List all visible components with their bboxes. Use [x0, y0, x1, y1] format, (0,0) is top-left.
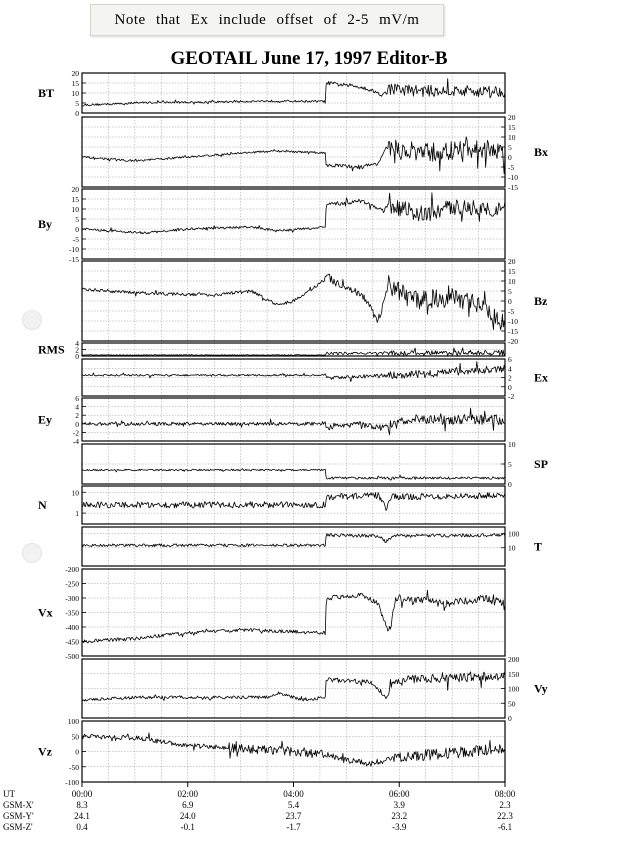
tick-label-vz: 100 — [67, 717, 79, 726]
tick-label-ey: -4 — [72, 437, 79, 446]
ephemeris-value: 6.9 — [182, 800, 194, 810]
panel-label-ey: Ey — [38, 412, 53, 427]
tick-label-vy: 100 — [508, 684, 520, 694]
panel-label-rms: RMS — [38, 342, 65, 357]
tick-label-vx: -250 — [65, 579, 79, 589]
tick-label-bz: -15 — [508, 327, 518, 336]
panel-label-bz: Bz — [534, 294, 548, 308]
tick-label-by: 10 — [71, 205, 79, 214]
tick-label-bt: 15 — [71, 79, 79, 88]
tick-label-n: 1 — [75, 509, 79, 519]
ephemeris-value: 24.1 — [74, 811, 90, 821]
ephemeris-row-label: UT — [3, 789, 15, 799]
panel-label-sp: SP — [534, 457, 549, 471]
ephemeris-value: 8.3 — [76, 800, 88, 810]
ephemeris-value: 24.0 — [179, 811, 196, 821]
tick-label-vy: 150 — [508, 669, 520, 679]
tick-label-bx: 15 — [508, 123, 516, 132]
tick-label-ey: 2 — [75, 411, 79, 421]
tick-label-bt: 0 — [75, 109, 79, 118]
tick-label-ex: 4 — [508, 364, 512, 374]
tick-label-bz: -5 — [508, 307, 515, 316]
panel-label-n: N — [38, 498, 47, 512]
panel-label-by: By — [38, 217, 53, 231]
tick-label-ex: -2 — [508, 392, 515, 401]
tick-label-by: -10 — [69, 245, 79, 254]
panel-label-bt: BT — [38, 86, 55, 100]
tick-label-rms: 0 — [75, 352, 79, 361]
ephemeris-value: 08:00 — [494, 789, 516, 799]
panel-label-ex: Ex — [534, 370, 549, 385]
ephemeris-row-label: GSM-Y' — [3, 811, 34, 821]
tick-label-bz: 5 — [508, 287, 512, 296]
ephemeris-value: 04:00 — [283, 789, 304, 799]
tick-label-rms: 4 — [75, 339, 79, 348]
chart-title: GEOTAIL June 17, 1997 Editor-B — [170, 48, 448, 69]
ephemeris-value: 2.3 — [499, 800, 511, 810]
tick-label-by: 20 — [71, 185, 79, 194]
tick-label-bx: -15 — [508, 183, 518, 192]
panel-label-vx: Vx — [38, 605, 53, 620]
ephemeris-value: 5.4 — [287, 800, 300, 810]
tick-label-ex: 6 — [508, 355, 512, 364]
tick-label-ey: 6 — [75, 394, 79, 403]
tick-label-bt: 20 — [71, 69, 79, 78]
tick-label-ey: 4 — [75, 402, 79, 412]
ephemeris-value: 02:00 — [177, 789, 199, 799]
tick-label-vx: -500 — [65, 652, 79, 661]
ephemeris-row-label: GSM-Z' — [3, 822, 33, 832]
tick-label-vz: 50 — [71, 732, 79, 742]
ephemeris-row-label: GSM-X' — [3, 800, 34, 810]
tick-label-ex: 0 — [508, 382, 512, 392]
ephemeris-value: 23.7 — [285, 811, 302, 821]
tick-label-vx: -200 — [65, 565, 79, 574]
ephemeris-value: 22.3 — [497, 811, 513, 821]
tick-label-ey: 0 — [75, 419, 79, 429]
tick-label-bz: 10 — [508, 277, 516, 286]
tick-label-bt: 5 — [75, 99, 79, 108]
series-line-ey — [82, 408, 505, 435]
tick-label-ex: 2 — [508, 373, 512, 383]
tick-label-by: -5 — [72, 235, 79, 244]
tick-label-vz: -100 — [65, 778, 79, 787]
ephemeris-value: -0.1 — [180, 822, 195, 832]
tick-label-bx: 5 — [508, 143, 512, 152]
tick-label-ey: -2 — [72, 428, 79, 438]
ephemeris-value: 23.2 — [391, 811, 408, 821]
tick-label-vy: 0 — [508, 714, 512, 723]
tick-label-vy: 50 — [508, 699, 516, 709]
tick-label-sp: 10 — [508, 440, 516, 449]
tick-label-bz: 20 — [508, 257, 516, 266]
tick-label-vx: -400 — [65, 623, 79, 632]
tick-label-bx: -10 — [508, 173, 518, 182]
panel-label-vz: Vz — [38, 744, 52, 759]
panel-label-bx: Bx — [534, 145, 549, 159]
tick-label-vx: -300 — [65, 594, 79, 603]
ephemeris-value: -6.1 — [497, 822, 513, 832]
tick-label-vx: -450 — [65, 637, 79, 647]
tick-label-by: 5 — [75, 215, 79, 224]
tick-label-bx: -5 — [508, 163, 515, 172]
ephemeris-value: 06:00 — [388, 789, 410, 799]
offset-note: Note that Ex include offset of 2-5 mV/m — [90, 4, 444, 36]
tick-label-vz: 0 — [75, 747, 79, 757]
tick-label-bx: 20 — [508, 113, 516, 122]
tick-label-bx: 10 — [508, 133, 516, 142]
tick-label-by: 0 — [75, 225, 79, 234]
tick-label-t: 10 — [508, 543, 516, 553]
tick-label-bt: 10 — [71, 89, 79, 98]
tick-label-vx: -350 — [65, 608, 79, 618]
tick-label-bz: -10 — [508, 317, 518, 326]
tick-label-vy: 200 — [508, 655, 520, 664]
tick-label-by: -15 — [69, 255, 79, 264]
tick-label-vz: -50 — [69, 762, 79, 772]
tick-label-bz: -20 — [508, 337, 518, 346]
tick-label-rms: 2 — [75, 345, 79, 355]
tick-label-t: 100 — [508, 529, 520, 539]
ephemeris-value: 0.4 — [76, 822, 88, 832]
tick-label-bx: 0 — [508, 153, 512, 162]
tick-label-n: 10 — [71, 488, 79, 498]
ephemeris-value: -1.7 — [286, 822, 301, 832]
panel-label-t: T — [534, 539, 543, 554]
ephemeris-value: 00:00 — [71, 789, 93, 799]
ephemeris-value: -3.9 — [392, 822, 407, 832]
panel-label-vy: Vy — [534, 681, 548, 696]
tick-label-sp: 0 — [508, 480, 512, 489]
tick-label-bz: 0 — [508, 297, 512, 306]
ephemeris-value: 3.9 — [393, 800, 405, 810]
tick-label-by: 15 — [71, 195, 79, 204]
tick-label-sp: 5 — [508, 460, 512, 469]
tick-label-bz: 15 — [508, 267, 516, 276]
